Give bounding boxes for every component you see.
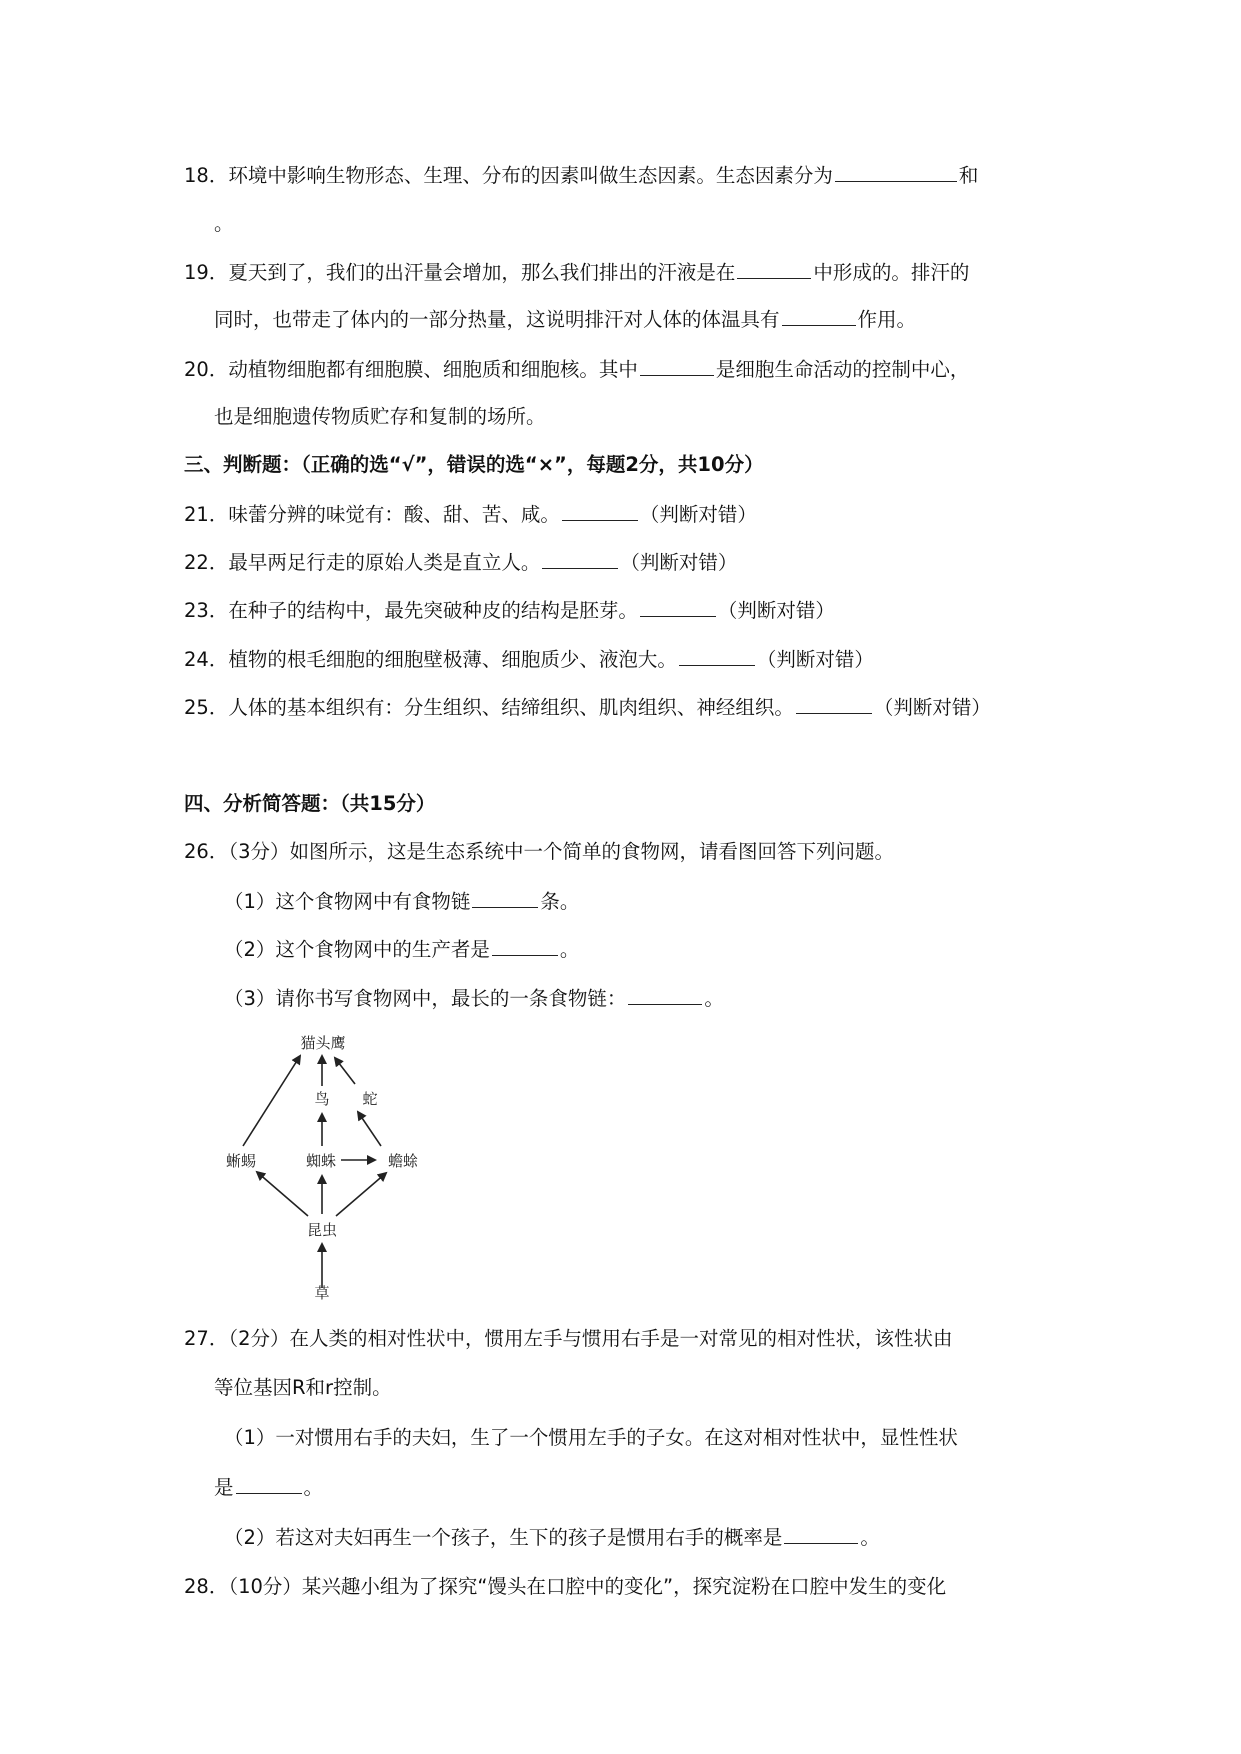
q27-sub1-text: 是 [214,1476,234,1499]
node-lizard: 蜥蜴 [225,1152,257,1170]
q26-sub3-end: 。 [704,987,724,1010]
q27-sub2-text: （2）若这对夫妇再生一个孩子，生下的孩子是惯用右手的概率是 [224,1526,783,1549]
q18-line2 [214,210,234,238]
q18-period: 。 [214,212,234,235]
q26-blank-2[interactable] [492,935,558,956]
q20-text-c: 也是细胞遗传物质贮存和复制的场所。 [214,405,546,428]
q20-blank-1[interactable] [640,355,714,376]
q21-blank[interactable] [562,500,638,521]
q19-line2 [214,305,916,334]
q23-blank[interactable] [640,596,716,617]
q27-sub1-line2 [214,1473,323,1502]
food-web-diagram [215,1030,435,1300]
q25-blank[interactable] [796,693,872,714]
node-owl: 猫头鹰 [300,1034,346,1052]
q19-text-d: 作用。 [857,308,917,331]
q26-blank-3[interactable] [628,984,702,1005]
node-grass: 草 [314,1284,330,1300]
q23-text: 23．在种子的结构中，最先突破种皮的结构是胚芽。 [184,599,638,622]
q26-blank-1[interactable] [472,887,538,908]
q26-sub2-end: 。 [559,938,580,961]
q27-sub2 [224,1523,880,1552]
node-bird: 鸟 [314,1090,330,1108]
q26-stem: 26．（3分）如图所示，这是生态系统中一个简单的食物网，请看图回答下列问题。 [184,840,894,863]
q27-stem-line1: 27．（2分）在人类的相对性状中，惯用左手与惯用右手是一对常见的相对性状，该性状由 [184,1327,953,1350]
q27-blank-1[interactable] [236,1473,302,1494]
q24-blank[interactable] [679,645,755,666]
q19-blank-1[interactable] [737,258,811,279]
q18-blank-1[interactable] [835,161,957,182]
q19-text-c: 同时，也带走了体内的一部分热量，这说明排汗对人体的体温具有 [214,308,780,331]
q25-text: 25．人体的基本组织有：分生组织、结缔组织、肌肉组织、神经组织。 [184,696,794,719]
q28-stem-line1: 28．（10分）某兴趣小组为了探究“馒头在口腔中的变化”，探究淀粉在口腔中发生的变化 [184,1575,947,1598]
q22-line [184,548,737,577]
q27-sub2-end: 。 [860,1526,880,1549]
node-toad: 蟾蜍 [387,1152,419,1170]
q19-text-b: 中形成的。排汗的 [813,261,970,284]
node-spider: 蜘蛛 [305,1152,337,1170]
q18-text: 18．环境中影响生物形态、生理、分布的因素叫做生态因素。生态因素分为 [184,164,833,187]
q24-suffix: （判断对错） [756,648,874,671]
q21-text: 21．味蕾分辨的味觉有：酸、甜、苦、咸。 [184,503,560,526]
q18-text-and: 和 [958,164,979,187]
q18-line1 [184,161,978,190]
section4-heading: 四、分析简答题：（共15分） [184,792,436,815]
q26-sub2 [224,935,579,964]
q23-suffix: （判断对错） [717,599,835,622]
q27-stem-line2: 等位基因R和r控制。 [214,1376,392,1399]
q20-text-b: 是细胞生命活动的控制中心， [715,358,970,381]
q22-text: 22．最早两足行走的原始人类是直立人。 [184,551,541,574]
q27-sub1-line1: （1）一对惯用右手的夫妇，生了一个惯用左手的子女。在这对相对性状中，显性性状 [224,1426,958,1449]
arrow-lizard-owl [243,1056,300,1146]
q26-sub1-end: 条。 [540,890,580,913]
q20-text-a: 20．动植物细胞都有细胞膜、细胞质和细胞核。其中 [184,358,638,381]
q21-line [184,500,757,529]
arrow-insect-toad [336,1173,386,1216]
q24-text: 24．植物的根毛细胞的细胞壁极薄、细胞质少、液泡大。 [184,648,677,671]
arrow-insect-lizard [257,1172,308,1216]
q20-line1 [184,355,969,384]
q21-suffix: （判断对错） [639,503,757,526]
q22-blank[interactable] [542,548,618,569]
q26-sub1-text: （1）这个食物网中有食物链 [224,890,471,913]
node-insect: 昆虫 [306,1221,338,1239]
arrow-toad-snake [358,1112,381,1146]
q19-text-a: 19．夏天到了，我们的出汗量会增加，那么我们排出的汗液是在 [184,261,736,284]
q27-sub1-end: 。 [303,1476,324,1499]
q26-sub3 [224,984,724,1013]
q27-blank-2[interactable] [784,1523,858,1544]
q25-suffix: （判断对错） [873,696,991,719]
q26-sub2-text: （2）这个食物网中的生产者是 [224,938,490,961]
q23-line [184,596,835,625]
q20-line2 [214,403,546,431]
q26-sub1 [224,887,579,916]
q22-suffix: （判断对错） [620,551,738,574]
node-snake: 蛇 [362,1090,378,1108]
q19-blank-2[interactable] [782,305,856,326]
q26-sub3-text: （3）请你书写食物网中，最长的一条食物链： [224,987,627,1010]
q24-line [184,645,874,674]
q25-line [184,693,991,722]
arrow-snake-owl [335,1058,355,1084]
q19-line1 [184,258,969,287]
section3-heading: 三、判断题：（正确的选“√”，错误的选“×”，每题2分，共10分） [184,453,764,476]
